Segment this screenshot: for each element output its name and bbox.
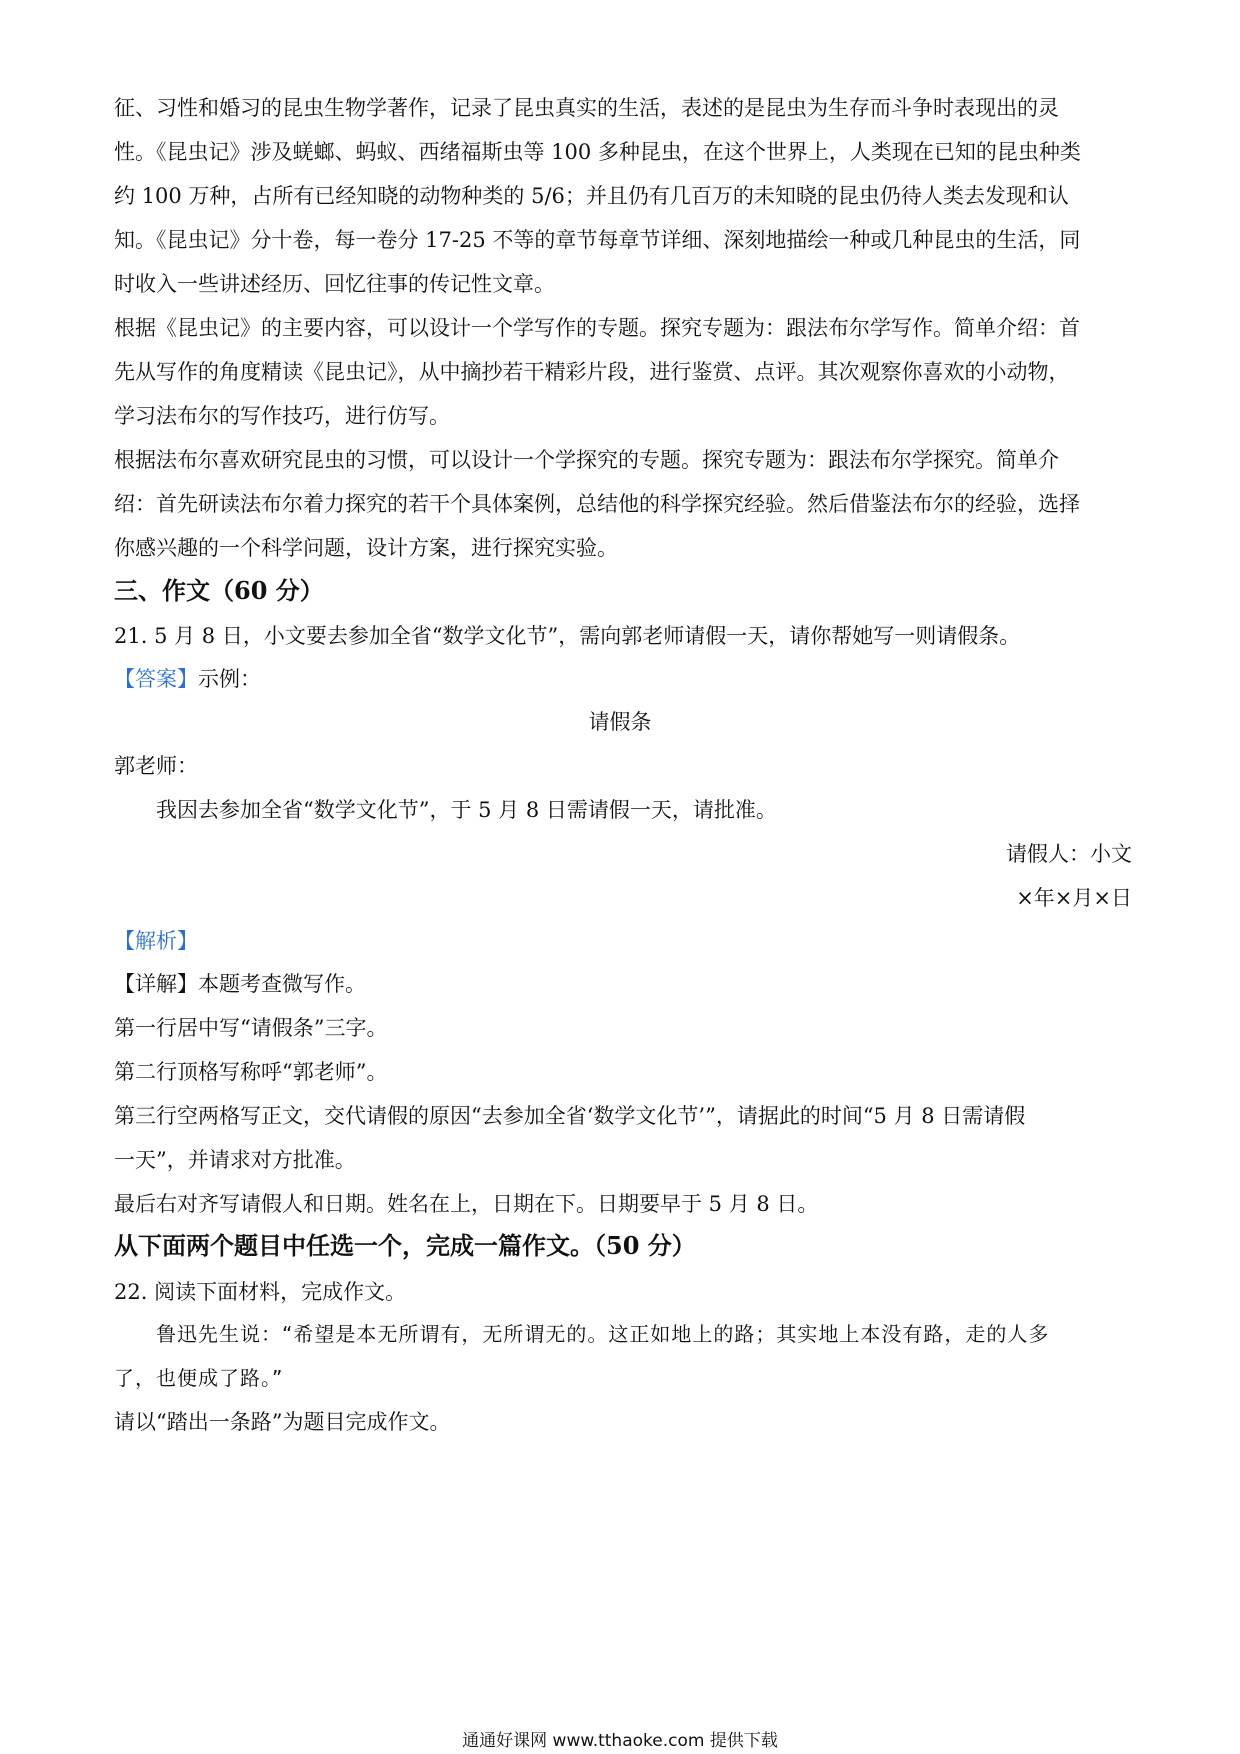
detail-tag: 【详解】 — [114, 972, 198, 996]
note-date: ×年×月×日 — [1016, 886, 1132, 910]
explanation-line: 第三行空两格写正文，交代请假的原因“去参加全省‘数学文化节’”，请据此的时间“5 月 8 日需请假 — [114, 1104, 1026, 1128]
paragraph-line: 征、习性和婚习的昆虫生物学著作，记录了昆虫真实的生活，表述的是昆虫为生存而斗争时表现出的灵 — [114, 96, 1059, 120]
quote-line: 了，也便成了路。” — [114, 1366, 284, 1390]
note-body: 我因去参加全省“数学文化节”，于 5 月 8 日需请假一天，请批准。 — [156, 798, 777, 822]
detail-text: 本题考查微写作。 — [198, 972, 366, 996]
paragraph-line: 绍：首先研读法布尔着力探究的若干个具体案例，总结他的科学探究经验。然后借鉴法布尔的经验，选择 — [114, 492, 1080, 516]
paragraph-line: 约 100 万种，占所有已经知晓的动物种类的 5/6；并且仍有几百万的未知晓的昆虫仍待人类去发现和认 — [114, 184, 1069, 208]
explanation-line: 第二行顶格写称呼“郭老师”。 — [114, 1060, 388, 1084]
quote-line: 鲁迅先生说：“希望是本无所谓有，无所谓无的。这正如地上的路；其实地上本没有路，走的人多 — [156, 1322, 1050, 1346]
detail-line — [114, 970, 1134, 998]
answer-line — [114, 665, 1134, 693]
explanation-line: 一天”，并请求对方批准。 — [114, 1148, 356, 1172]
answer-tag: 【答案】 — [114, 667, 198, 691]
paragraph-line: 根据《昆虫记》的主要内容，可以设计一个学写作的专题。探究专题为：跟法布尔学写作。简单介绍：首 — [114, 316, 1080, 340]
choose-heading: 从下面两个题目中任选一个，完成一篇作文。（50 分） — [114, 1231, 696, 1260]
paragraph-line: 学习法布尔的写作技巧，进行仿写。 — [114, 404, 450, 428]
essay-prompt: 请以“踏出一条路”为题目完成作文。 — [114, 1410, 451, 1434]
note-signer: 请假人：小文 — [1006, 842, 1132, 866]
paragraph-line: 性。《昆虫记》涉及蜣螂、蚂蚁、西绪福斯虫等 100 多种昆虫，在这个世界上，人类现在已知的昆虫种类 — [114, 140, 1081, 164]
paragraph-line: 先从写作的角度精读《昆虫记》，从中摘抄若干精彩片段，进行鉴赏、点评。其次观察你喜欢的小动物， — [114, 360, 1070, 384]
note-title: 请假条 — [588, 710, 652, 734]
page-footer: 通通好课网 www.tthaoke.com 提供下载 — [462, 1731, 778, 1751]
paragraph-line: 时收入一些讲述经历、回忆往事的传记性文章。 — [114, 272, 555, 296]
note-salutation: 郭老师： — [114, 754, 198, 778]
question-22: 22. 阅读下面材料，完成作文。 — [114, 1280, 407, 1304]
analysis-tag: 【解析】 — [114, 929, 198, 953]
answer-text: 示例： — [198, 667, 261, 691]
paragraph-line: 你感兴趣的一个科学问题，设计方案，进行探究实验。 — [114, 536, 618, 560]
section-heading: 三、作文（60 分） — [114, 576, 324, 605]
paragraph-line: 根据法布尔喜欢研究昆虫的习惯，可以设计一个学探究的专题。探究专题为：跟法布尔学探究。简单介 — [114, 448, 1059, 472]
explanation-line: 最后右对齐写请假人和日期。姓名在上，日期在下。日期要早于 5 月 8 日。 — [114, 1192, 819, 1216]
paragraph-line: 知。《昆虫记》分十卷，每一卷分 17-25 不等的章节每章节详细、深刻地描绘一种或几种昆虫的生活，同 — [114, 228, 1081, 252]
explanation-line: 第一行居中写“请假条”三字。 — [114, 1016, 388, 1040]
question-21: 21. 5 月 8 日，小文要去参加全省“数学文化节”，需向郭老师请假一天，请你帮她写一则请假条。 — [114, 624, 1021, 648]
